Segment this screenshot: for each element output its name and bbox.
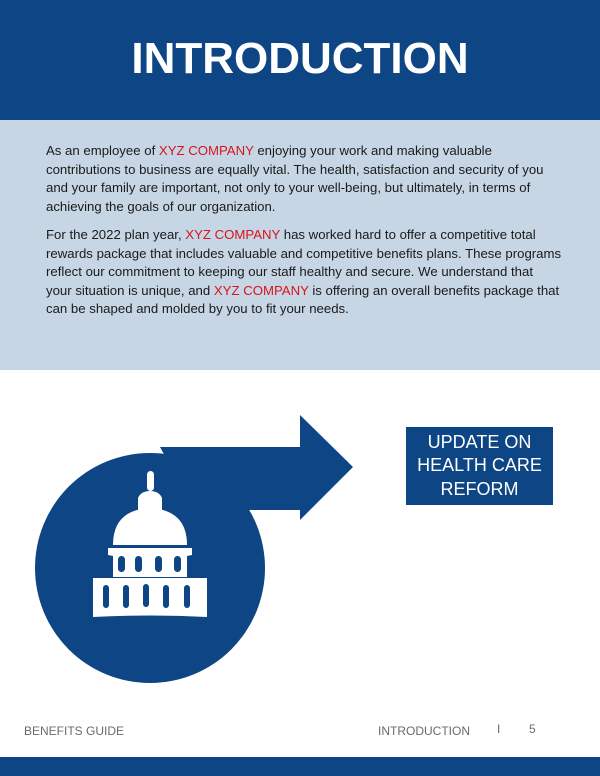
company-name: XYZ COMPANY: [158, 143, 254, 158]
footer-section-title: INTRODUCTION: [378, 724, 470, 738]
footer-guide-title: BENEFITS GUIDE: [24, 724, 125, 738]
company-name: XYZ COMPANY: [213, 282, 309, 298]
company-name: XYZ COMPANY: [185, 227, 281, 242]
intro-paragraph-2: [46, 226, 562, 319]
callout-label: UPDATE ON HEALTH CARE REFORM: [417, 431, 542, 499]
page-title: INTRODUCTION: [131, 34, 469, 83]
health-care-reform-callout: [406, 427, 553, 505]
text: enjoying your work and making valuable contributions to business are equally vital. The health, satisfaction and security of you and your family are important, not only to your well-being, but ultimately, in terms of achieving the goals of our organization.: [46, 143, 544, 214]
bottom-bar: [0, 757, 600, 776]
text: As an employee of: [46, 143, 159, 158]
text: has worked hard to offer a competitive total rewards package that includes valuable and competitive benefits plans. These programs reflect our commitment to keeping our staff healthy and secure. We understand that your situation is unique, and: [46, 227, 562, 298]
text: is offering an overall benefits package that can be shaped and molded by you to fit your needs.: [46, 282, 560, 316]
text: For the 2022 plan year,: [46, 227, 186, 242]
header-banner: [0, 0, 600, 120]
footer-separator: I: [497, 722, 501, 736]
intro-paragraph-1: [46, 142, 562, 216]
page-number: 5: [529, 722, 536, 736]
